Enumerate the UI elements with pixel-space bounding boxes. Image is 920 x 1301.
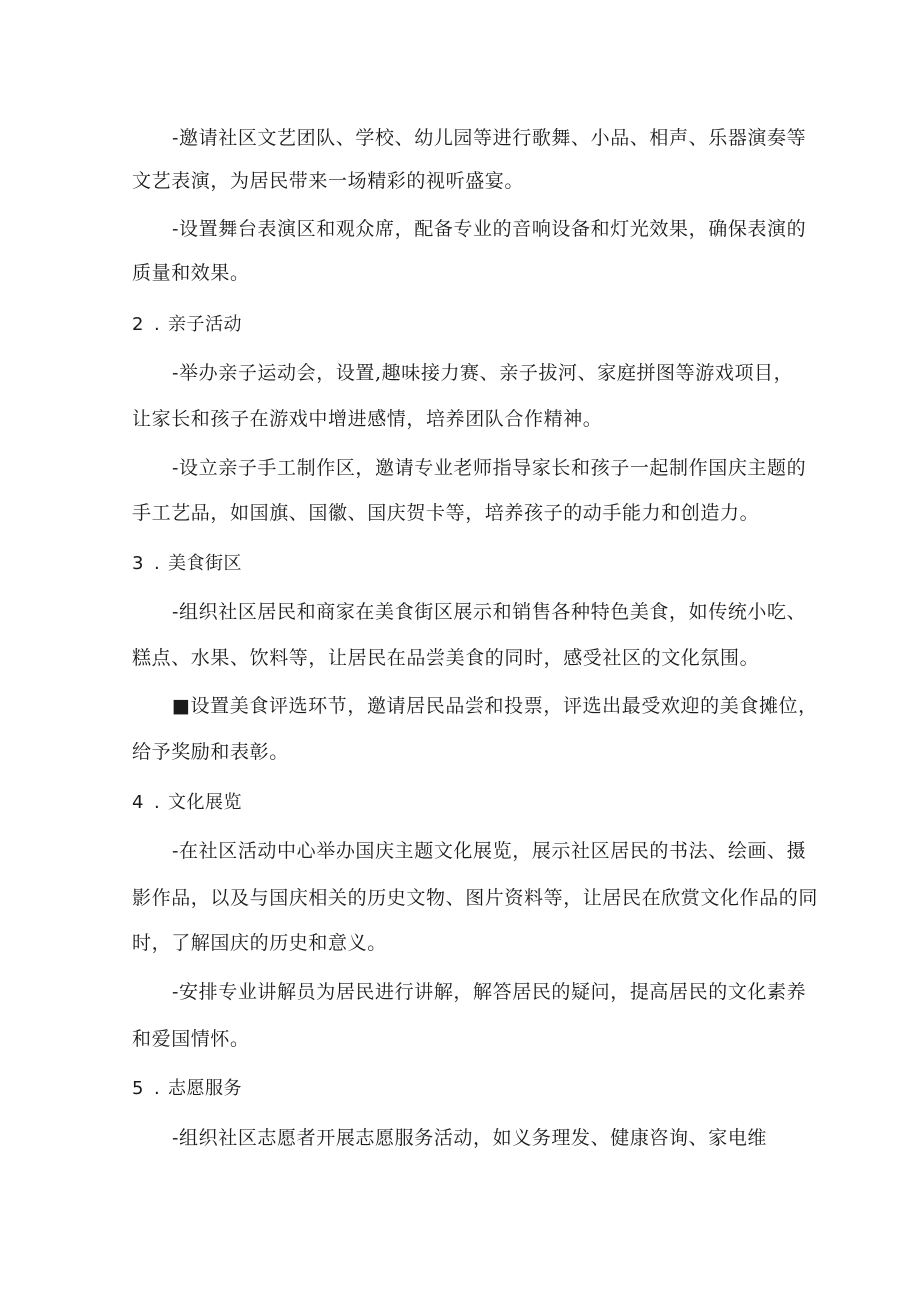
paragraph-line: 和爱国情怀。 [132, 1028, 250, 1050]
paragraph-line: 时，了解国庆的历史和意义。 [132, 932, 387, 954]
section-number: 3 [132, 553, 144, 574]
section-title: 亲子活动 [168, 314, 242, 335]
paragraph-line: -组织社区居民和商家在美食街区展示和销售各种特色美食，如传统小吃、 [172, 601, 807, 623]
section-heading [132, 313, 792, 337]
paragraph-line: ■设置美食评选环节，邀请居民品尝和投票，评选出最受欢迎的美食摊位， [172, 695, 818, 717]
section-heading [132, 1077, 792, 1101]
paragraph-line: -邀请社区文艺团队、学校、幼儿园等进行歌舞、小品、相声、乐器演奏等 [172, 127, 807, 149]
paragraph-line: -安排专业讲解员为居民进行讲解，解答居民的疑问，提高居民的文化素养 [172, 981, 807, 1003]
paragraph-line: -组织社区志愿者开展志愿服务活动，如义务理发、健康咨询、家电维 [172, 1127, 768, 1149]
section-heading [132, 791, 792, 815]
section-title: 文化展览 [168, 792, 242, 813]
paragraph-line: 让家长和孩子在游戏中增进感情，培养团队合作精神。 [132, 408, 603, 430]
section-title: 美食街区 [168, 553, 242, 574]
section-number: 2 [132, 314, 144, 335]
section-dot: . [154, 314, 161, 335]
paragraph-line: 手工艺品，如国旗、国徽、国庆贺卡等，培养孩子的动手能力和创造力。 [132, 502, 760, 524]
paragraph-line: -设置舞台表演区和观众席，配备专业的音响设备和灯光效果，确保表演的 [172, 218, 807, 240]
section-title: 志愿服务 [168, 1078, 242, 1099]
section-dot: . [154, 1078, 161, 1099]
section-number: 5 [132, 1078, 144, 1099]
paragraph-line: 文艺表演，为居民带来一场精彩的视听盛宴。 [132, 170, 525, 192]
paragraph-line: -举办亲子运动会，设置,趣味接力赛、亲子拔河、家庭拼图等游戏项目， [172, 362, 794, 384]
section-heading [132, 552, 792, 576]
paragraph-line: 给予奖励和表彰。 [132, 741, 289, 763]
paragraph-line: 质量和效果。 [132, 262, 250, 284]
section-dot: . [154, 792, 161, 813]
paragraph-line: 影作品，以及与国庆相关的历史文物、图片资料等，让居民在欣赏文化作品的同 [132, 887, 819, 909]
paragraph-line: -设立亲子手工制作区，邀请专业老师指导家长和孩子一起制作国庆主题的 [172, 457, 807, 479]
section-number: 4 [132, 792, 144, 813]
paragraph-line: 糕点、水果、饮料等，让居民在品尝美食的同时，感受社区的文化氛围。 [132, 647, 760, 669]
section-dot: . [154, 553, 161, 574]
paragraph-line: -在社区活动中心举办国庆主题文化展览，展示社区居民的书法、绘画、摄 [172, 840, 807, 862]
